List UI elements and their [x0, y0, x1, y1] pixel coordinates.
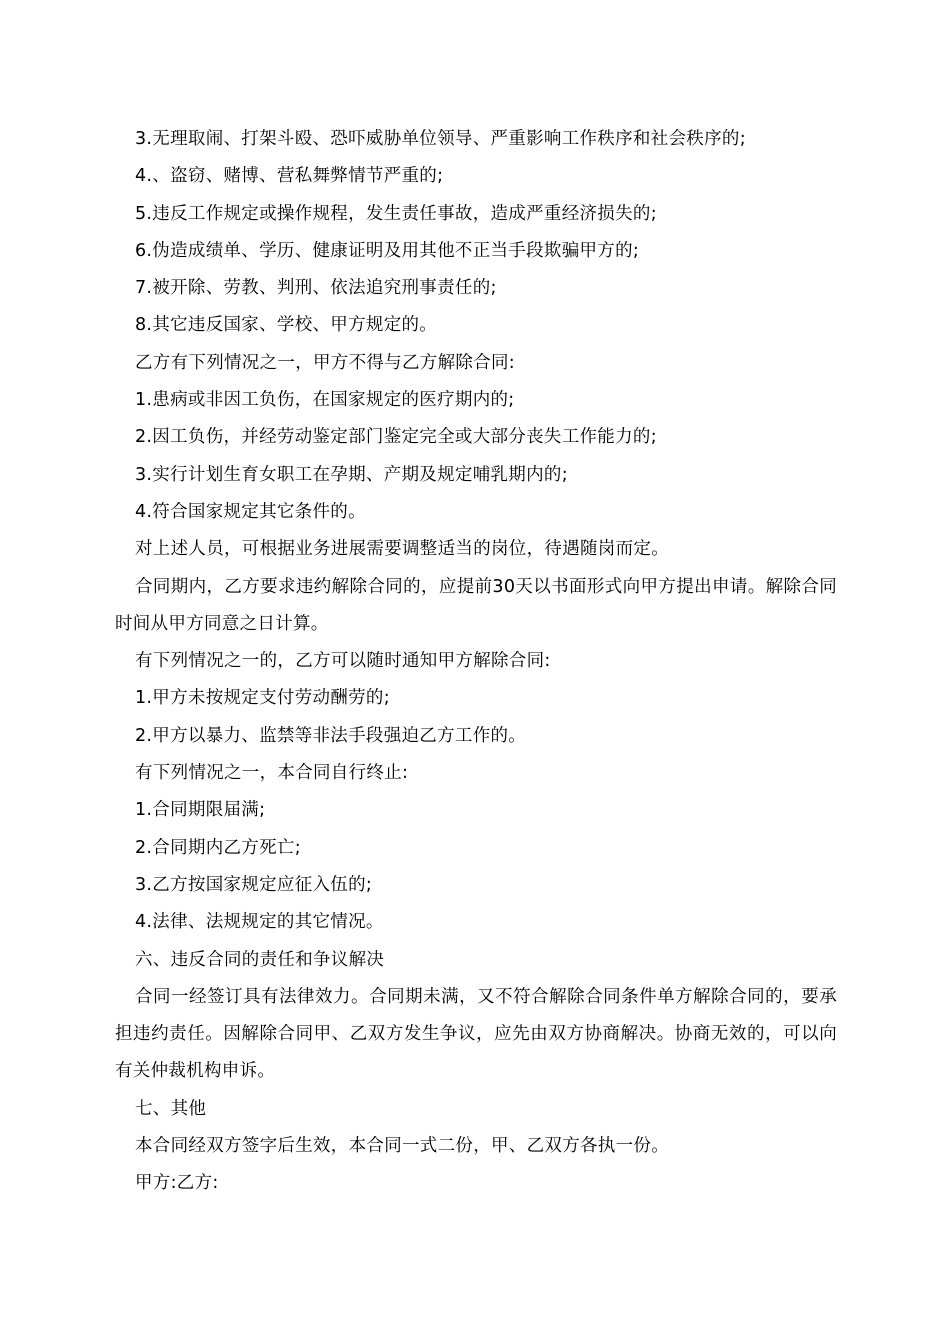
document-body: [115, 121, 837, 1203]
no-termination-item-4: 4.符合国家规定其它条件的。: [135, 501, 366, 522]
no-termination-item-2: 2.因工负伤，并经劳动鉴定部门鉴定完全或大部分丧失工作能力的;: [135, 427, 657, 448]
resignation-notice-paragraph: 合同期内，乙方要求违约解除合同的，应提前30天以书面形式向甲方提出申请。解除合同时间从甲方同意之日计算。: [115, 576, 837, 634]
section-six-heading: 六、违反合同的责任和争议解决: [135, 949, 385, 970]
immediate-termination-item-1: 1.甲方未按规定支付劳动酬劳的;: [135, 688, 390, 709]
auto-termination-item-3: 3.乙方按国家规定应征入伍的;: [135, 874, 373, 895]
section-seven-heading: 七、其他: [135, 1098, 207, 1119]
signature-line: 甲方:乙方:: [135, 1173, 219, 1194]
auto-termination-heading: 有下列情况之一，本合同自行终止:: [135, 763, 409, 784]
clause-item-6: 6.伪造成绩单、学历、健康证明及用其他不正当手段欺骗甲方的;: [135, 240, 640, 261]
immediate-termination-item-2: 2.甲方以暴力、监禁等非法手段强迫乙方工作的。: [135, 725, 527, 746]
auto-termination-item-2: 2.合同期内乙方死亡;: [135, 837, 301, 858]
no-termination-item-1: 1.患病或非因工负伤，在国家规定的医疗期内的;: [135, 390, 515, 411]
no-termination-heading: 乙方有下列情况之一，甲方不得与乙方解除合同:: [135, 352, 515, 373]
clause-item-4: 4.、盗窃、赌博、营私舞弊情节严重的;: [135, 166, 444, 187]
clause-item-8: 8.其它违反国家、学校、甲方规定的。: [135, 315, 438, 336]
auto-termination-item-4: 4.法律、法规规定的其它情况。: [135, 912, 384, 933]
reassignment-paragraph: 对上述人员，可根据业务进展需要调整适当的岗位，待遇随岗而定。: [135, 539, 669, 560]
liability-paragraph: 合同一经签订具有法律效力。合同期未满，又不符合解除合同条件单方解除合同的，要承担违约责任。因解除合同甲、乙双方发生争议，应先由双方协商解决。协商无效的，可以向有关仲裁机构申诉。: [115, 986, 837, 1082]
auto-termination-item-1: 1.合同期限届满;: [135, 800, 266, 821]
clause-item-5: 5.违反工作规定或操作规程，发生责任事故，造成严重经济损失的;: [135, 203, 657, 224]
immediate-termination-heading: 有下列情况之一的，乙方可以随时通知甲方解除合同:: [135, 651, 551, 672]
clause-item-3: 3.无理取闹、打架斗殴、恐吓威胁单位领导、严重影响工作秩序和社会秩序的;: [135, 129, 746, 149]
clause-item-7: 7.被开除、劳教、判刑、依法追究刑事责任的;: [135, 278, 497, 299]
effectiveness-paragraph: 本合同经双方签字后生效，本合同一式二份，甲、乙双方各执一份。: [135, 1136, 669, 1157]
no-termination-item-3: 3.实行计划生育女职工在孕期、产期及规定哺乳期内的;: [135, 464, 568, 485]
